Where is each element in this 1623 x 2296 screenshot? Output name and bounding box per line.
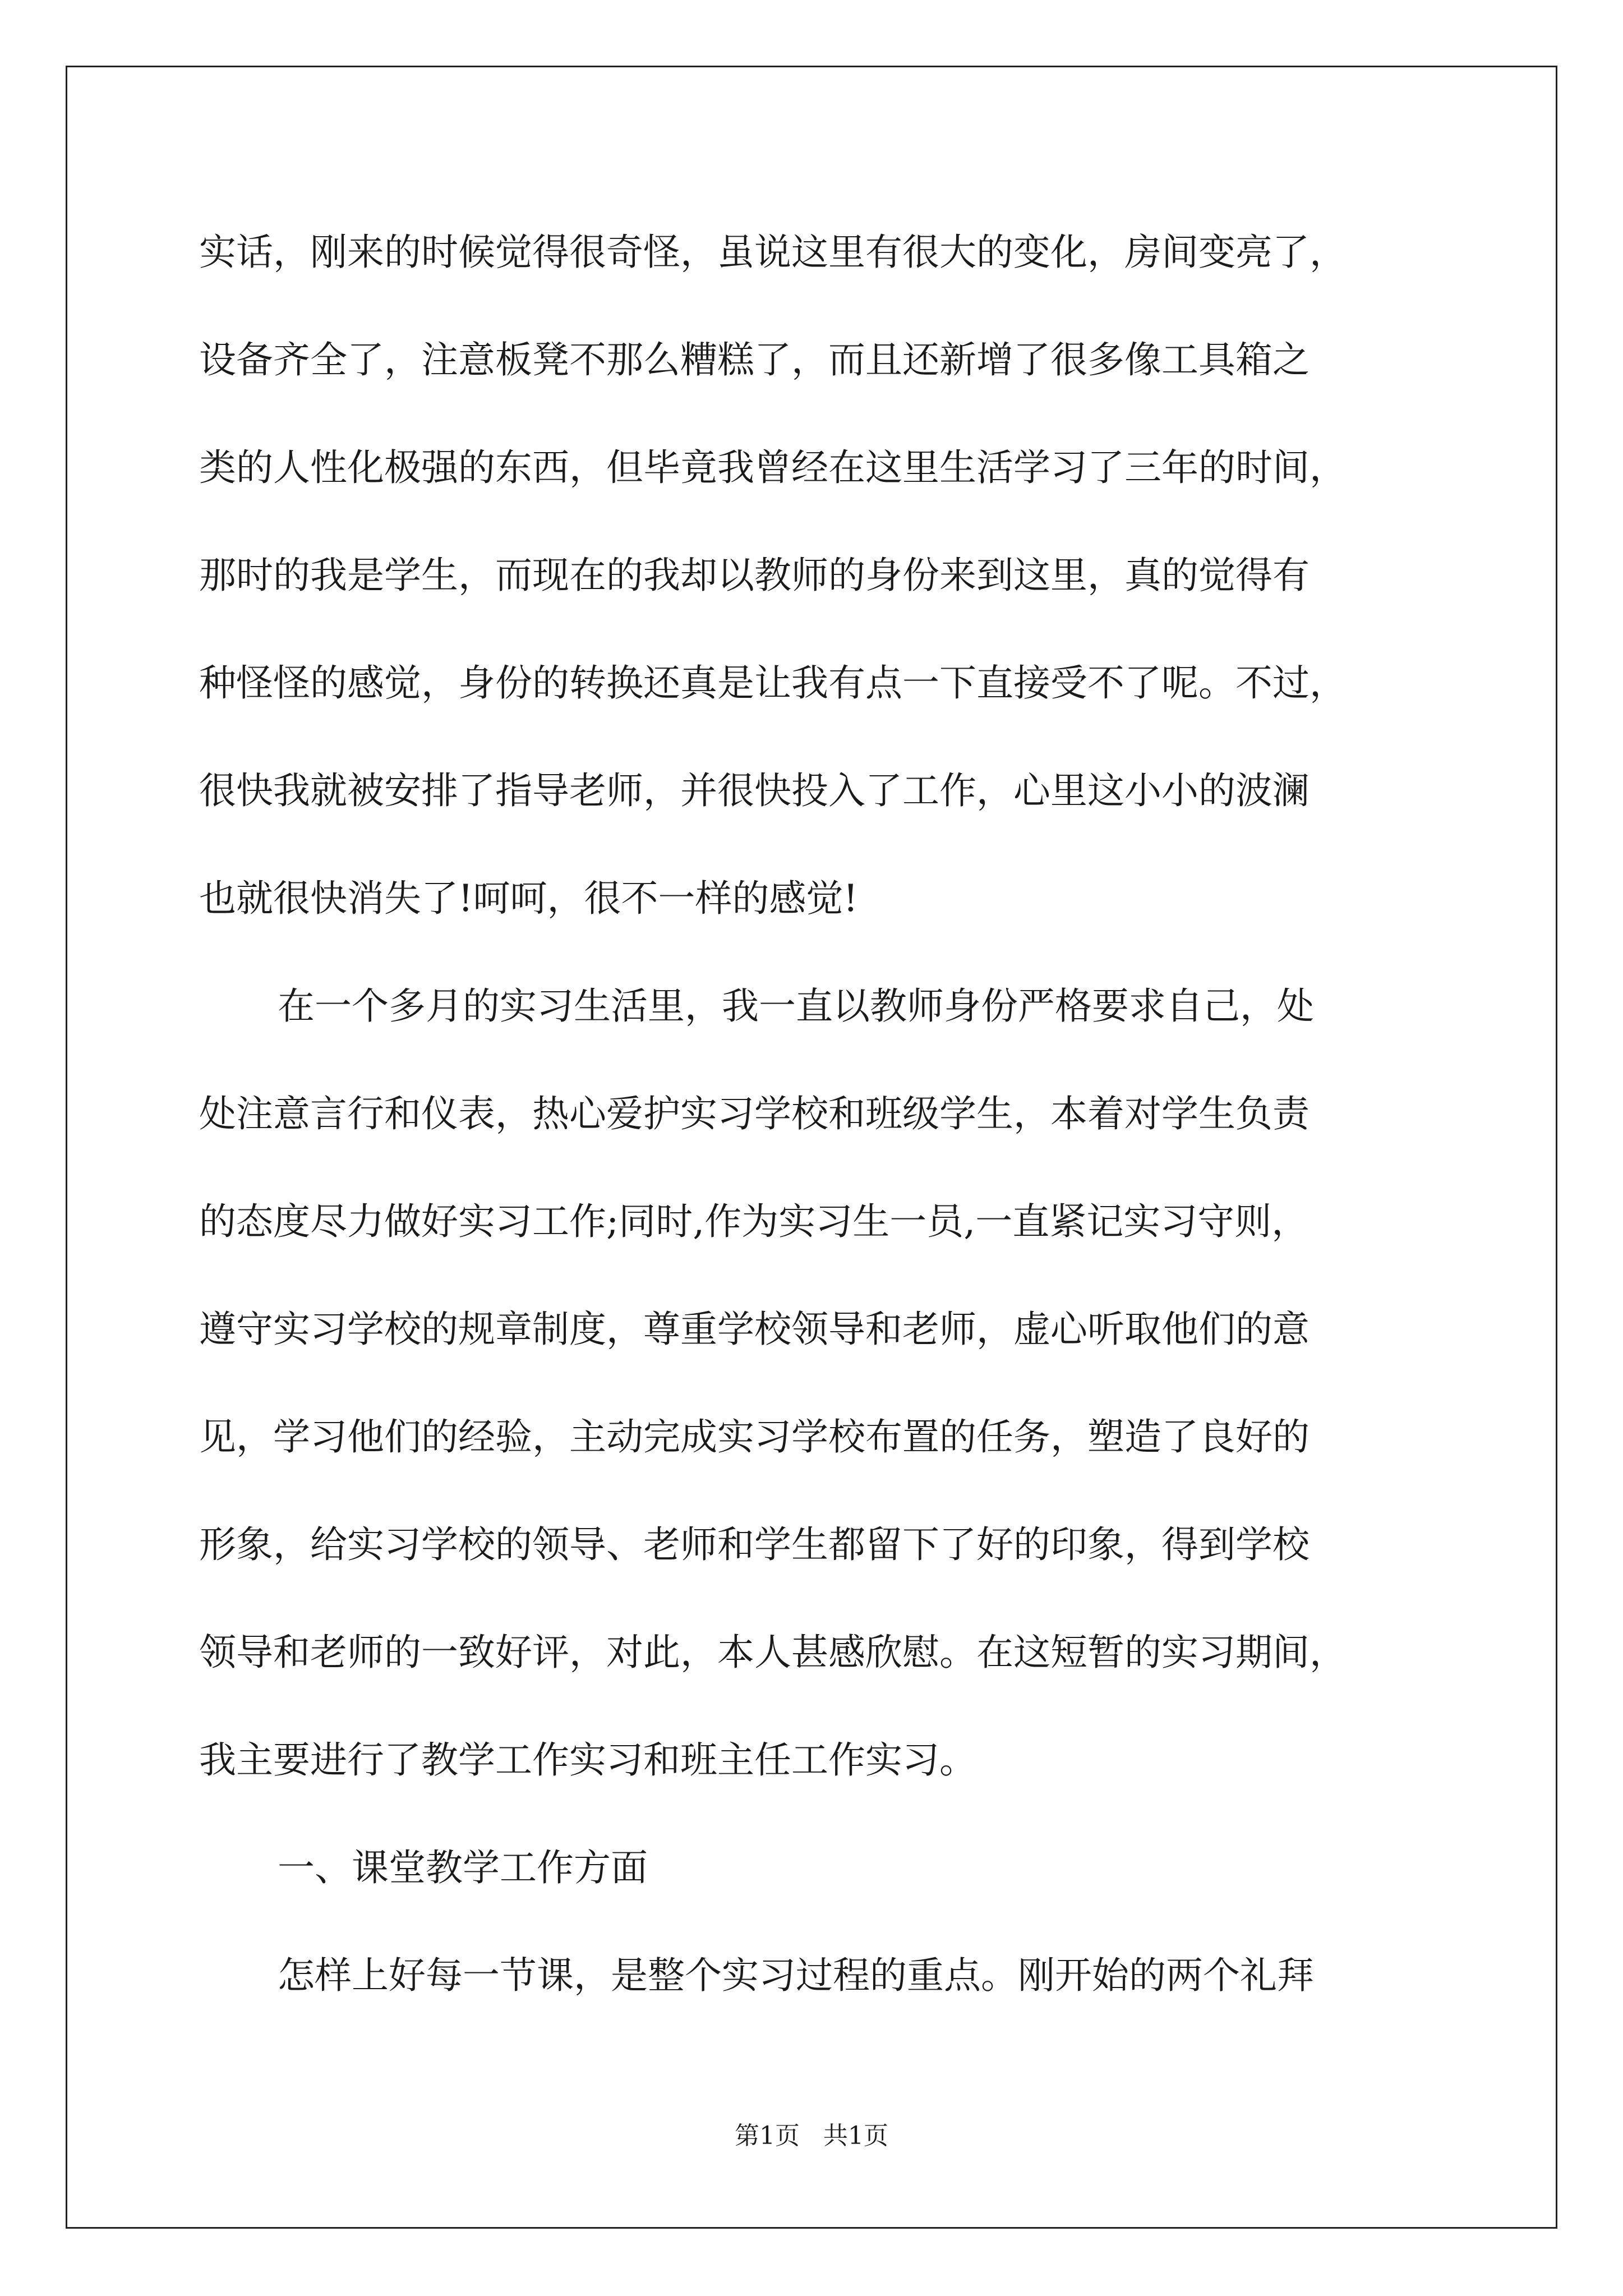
text-line: 也就很快消失了!呵呵，很不一样的感觉! <box>199 877 859 920</box>
text-line: 形象，给实习学校的领导、老师和学生都留下了好的印象，得到学校 <box>199 1523 1310 1566</box>
page-number-footer: 第1页 共1页 <box>735 2122 888 2150</box>
paragraph-first-line: 在一个多月的实习生活里，我一直以教师身份严格要求自己，处 <box>278 984 1314 1028</box>
text-line: 设备齐全了，注意板凳不那么糟糕了，而且还新增了很多像工具箱之 <box>199 338 1310 381</box>
paragraph-first-line: 怎样上好每一节课，是整个实习过程的重点。刚开始的两个礼拜 <box>278 1954 1314 1997</box>
text-line: 遵守实习学校的规章制度，尊重学校领导和老师，虚心听取他们的意 <box>199 1308 1310 1351</box>
text-line: 种怪怪的感觉，身份的转换还真是让我有点一下直接受不了呢。不过， <box>199 661 1347 705</box>
text-line: 类的人性化极强的东西，但毕竟我曾经在这里生活学习了三年的时间， <box>199 446 1347 489</box>
text-line: 我主要进行了教学工作实习和班主任工作实习。 <box>199 1738 976 1782</box>
document-body <box>199 210 1427 2041</box>
text-line: 处注意言行和仪表，热心爱护实习学校和班级学生，本着对学生负责 <box>199 1092 1310 1135</box>
text-line: 实话，刚来的时候觉得很奇怪，虽说这里有很大的变化，房间变亮了， <box>199 231 1347 274</box>
text-line: 见，学习他们的经验，主动完成实习学校布置的任务，塑造了良好的 <box>199 1415 1310 1458</box>
text-line: 那时的我是学生，而现在的我却以教师的身份来到这里，真的觉得有 <box>199 554 1310 597</box>
text-line: 的态度尽力做好实习工作;同时,作为实习生一员,一直紧记实习守则， <box>199 1200 1309 1243</box>
section-heading: 一、课堂教学工作方面 <box>278 1846 648 1889</box>
text-line: 领导和老师的一致好评，对此，本人甚感欣慰。在这短暂的实习期间， <box>199 1631 1347 1674</box>
text-line: 很快我就被安排了指导老师，并很快投入了工作，心里这小小的波澜 <box>199 769 1310 812</box>
